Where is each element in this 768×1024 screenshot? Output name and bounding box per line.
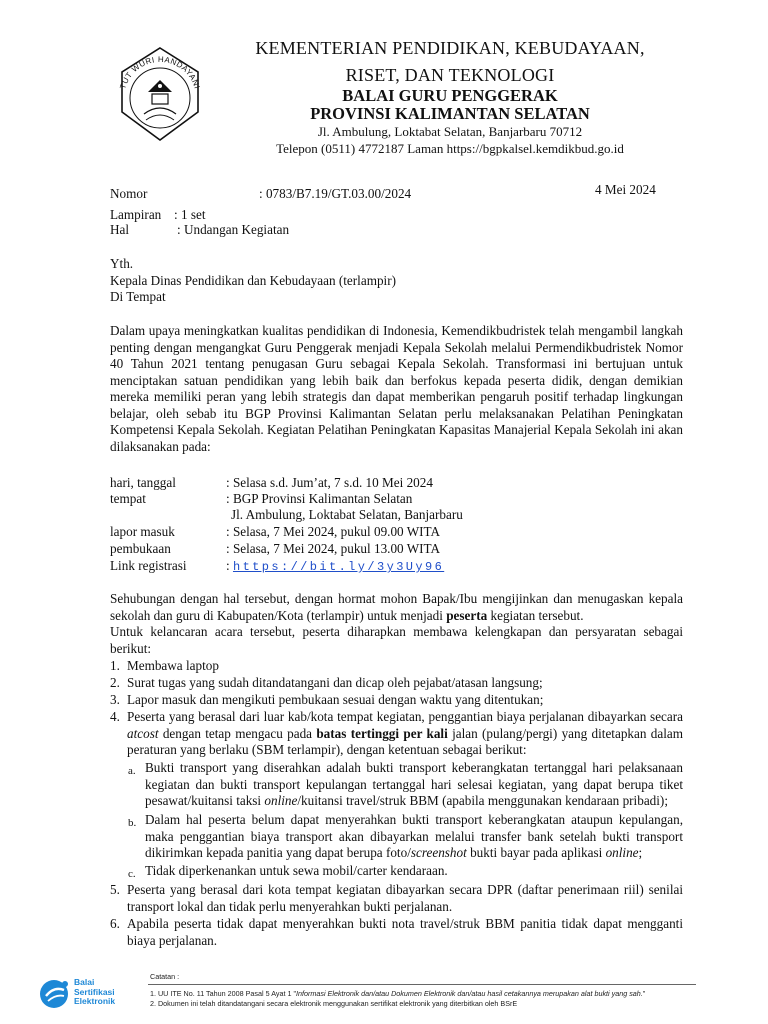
registration-row xyxy=(226,558,444,575)
footer-catatan: Catatan : xyxy=(150,972,180,981)
schedule-place-label: tempat xyxy=(110,491,146,506)
bsre-line3: Elektronik xyxy=(74,996,116,1006)
registration-link[interactable]: https://bit.ly/3y3Uy96 xyxy=(232,560,445,574)
hal-value: : Undangan Kegiatan xyxy=(177,222,290,237)
subitem-b-italic-2: online xyxy=(605,845,639,860)
hal-label: Hal xyxy=(110,222,130,237)
item-text: Lapor masuk dan mengikuti pembukaan sesuai dengan waktu yang ditentukan; xyxy=(127,692,544,707)
subitem-letter: b. xyxy=(128,817,137,829)
schedule-checkin-label: lapor masuk xyxy=(110,524,175,539)
item-text: Apabila peserta tidak dapat menyerahkan bukti nota travel/struk BBM panitia tidak dapat mengganti biaya perjalanan. xyxy=(127,916,683,948)
schedule-opening-label: pembukaan xyxy=(110,541,171,556)
item-number: 3. xyxy=(110,692,120,707)
item-number: 2. xyxy=(110,675,120,690)
logo-text: TUT WURI HANDAYANI xyxy=(118,54,202,91)
requirements-intro: Untuk kelancaran acara tersebut, peserta diharapkan membawa kelengkapan dan persyaratan sebagai berikut: xyxy=(110,624,683,656)
subitem-b-text-3: ; xyxy=(638,845,643,860)
item-4-text-1: Peserta yang berasal dari luar kab/kota tempat kegiatan, penggantian biaya perjalanan dibayarkan secara xyxy=(127,709,683,724)
recipient-name: Kepala Dinas Pendidikan dan Kebudayaan (terlampir) xyxy=(110,273,396,288)
registration-label: Link registrasi xyxy=(110,558,187,573)
footer-note-1-b: " xyxy=(642,989,646,998)
footer-note-1 xyxy=(150,989,645,998)
item-text xyxy=(127,709,683,759)
nomor-label: Nomor xyxy=(110,186,148,201)
request-bold: peserta xyxy=(446,607,488,623)
bsre-logo xyxy=(38,976,138,1010)
subitem-a-italic: online xyxy=(264,793,298,808)
item-text: Surat tugas yang sudah ditandatangani dan dicap oleh pejabat/atasan langsung; xyxy=(127,675,543,690)
item-number: 5. xyxy=(110,882,120,897)
subitem-b-text-1: Dalam hal peserta belum dapat menyerahkan bukti transport keberangkatan ataupun kepulangan, maka penggantian biaya transport akan dibayarkan melalui transfer bank setelah bukti transport dikirimkan kepada panitia yang dapat berupa foto/ xyxy=(145,812,683,860)
ministry-name-line2: RISET, DAN TEKNOLOGI xyxy=(345,65,555,85)
footer-divider xyxy=(148,984,696,985)
footer-note-1-a: 1. UU ITE No. 11 Tahun 2008 Pasal 5 Ayat 1 " xyxy=(150,989,296,998)
item-4-bold: batas tertinggi per kali xyxy=(316,725,448,741)
item-4-italic: atcost xyxy=(127,725,159,741)
office-name: BALAI GURU PENGGERAK xyxy=(342,86,558,105)
nomor-value: : 0783/B7.19/GT.03.00/2024 xyxy=(259,186,412,201)
schedule-place-address: Jl. Ambulung, Loktabat Selatan, Banjarbaru xyxy=(231,507,463,522)
schedule-place-value: : BGP Provinsi Kalimantan Selatan xyxy=(226,491,413,506)
recipient-place: Di Tempat xyxy=(110,289,166,304)
request-text-2: kegiatan tersebut. xyxy=(487,607,584,623)
salutation: Yth. xyxy=(110,256,134,271)
office-contact: Telepon (0511) 4772187 Laman https://bgpkalsel.kemdikbud.go.id xyxy=(276,141,624,156)
item-text: Membawa laptop xyxy=(127,658,219,673)
item-text: Peserta yang berasal dari kota tempat kegiatan dibayarkan secara DPR (daftar penerimaan riil) senilai transport lokal dan tidak perlu menyerahkan bukti perjalanan. xyxy=(127,882,683,914)
item-number: 1. xyxy=(110,658,120,673)
subitem-b-italic: screenshot xyxy=(410,845,467,860)
registration-colon: : xyxy=(226,558,233,573)
letter-date: 4 Mei 2024 xyxy=(595,182,656,197)
subitem-a-text-2: /kuitansi travel/struk BBM (apabila menggunakan kendaraan pribadi); xyxy=(297,793,668,808)
schedule-opening-value: : Selasa, 7 Mei 2024, pukul 13.00 WITA xyxy=(226,541,441,556)
subitem-text xyxy=(145,812,683,862)
subitem-letter: c. xyxy=(128,868,136,880)
office-address: Jl. Ambulung, Loktabat Selatan, Banjarbaru 70712 xyxy=(317,124,583,139)
lampiran-value: : 1 set xyxy=(174,207,206,222)
subitem-letter: a. xyxy=(128,765,136,777)
subitem-text: Tidak diperkenankan untuk sewa mobil/carter kendaraan. xyxy=(145,863,448,878)
ministry-name-line1: KEMENTERIAN PENDIDIKAN, KEBUDAYAAN, xyxy=(255,38,645,58)
footer-note-1-italic: Informasi Elektronik dan/atau Dokumen Elektronik dan/atau hasil cetakannya merupakan alat bukti yang sah. xyxy=(296,989,643,998)
footer-note-2: 2. Dokumen ini telah ditandatangani secara elektronik menggunakan sertifikat elektronik yang diterbitkan oleh BSrE xyxy=(150,999,518,1008)
province-name: PROVINSI KALIMANTAN SELATAN xyxy=(310,104,590,123)
item-4-text-2: dengan tetap mengacu pada xyxy=(158,725,317,741)
ministry-logo xyxy=(108,42,212,146)
subitem-a-text-1: Bukti transport yang diserahkan adalah bukti transport keberangkatan tertanggal hari pelaksanaan kegiatan dan bukti transport kepulangan tertanggal hari selesai kegiatan, yang dapat berupa tiket pesawat/kuitansi taksi xyxy=(145,760,683,808)
subitem-text xyxy=(145,760,683,810)
bsre-emblem-icon xyxy=(38,976,72,1010)
item-number: 6. xyxy=(110,916,120,931)
request-text-1: Sehubungan dengan hal tersebut, dengan hormat mohon Bapak/Ibu mengijinkan dan menugaskan kepala sekolah dan guru di Kabupaten/Kota (terlampir) untuk menjadi xyxy=(110,591,683,623)
item-number: 4. xyxy=(110,709,120,724)
subitem-b-text-2: bukti bayar pada aplikasi xyxy=(466,845,606,860)
schedule-day-value: : Selasa s.d. Jum’at, 7 s.d. 10 Mei 2024 xyxy=(226,475,433,490)
bsre-line2: Sertifikasi xyxy=(74,986,115,997)
lampiran-label: Lampiran xyxy=(110,207,162,222)
request-paragraph xyxy=(110,591,683,624)
schedule-day-label: hari, tanggal xyxy=(110,475,176,490)
schedule-checkin-value: : Selasa, 7 Mei 2024, pukul 09.00 WITA xyxy=(226,524,441,539)
intro-paragraph: Dalam upaya meningkatkan kualitas pendidikan di Indonesia, Kemendikbudristek telah mengambil langkah penting dengan mengangkat Guru Penggerak menjadi Kepala Sekolah melalui Permendikbudristek Nomor 40 Tahun 2021 tentang penugasan Guru sebagai Kepala Sekolah. Transformasi ini bertujuan untuk menciptakan satuan pendidikan yang lebih baik dan berfokus kepada peserta didik, dengan demikian mereka memiliki peran yang lebih strategis dan dapat memberikan pengaruh positif terhadap lingkungan belajar, oleh sebab itu BGP Provinsi Kalimantan Selatan perlu melaksanakan Pelatihan Peningkatan Kompetensi Kepala Sekolah. Kegiatan Pelatihan Peningkatan Kapasitas Manajerial Kepala Sekolah ini akan dilaksanakan pada: xyxy=(110,323,683,454)
bsre-line1: Balai xyxy=(74,977,95,987)
item-4-text-3: jalan (pulang/pergi) yang ditetapkan dalam peraturan yang berlaku (SBM terlampir), dengan ketentuan sebagai berikut: xyxy=(127,725,683,757)
